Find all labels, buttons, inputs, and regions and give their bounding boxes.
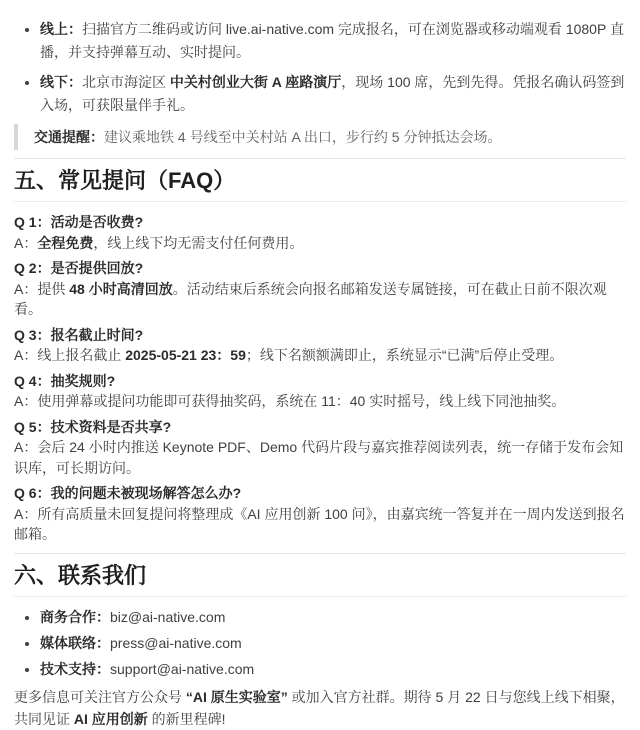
contact-email-media: press@ai-native.com [110,634,242,651]
faq-answer-4-pre: A：使用弹幕或提问功能即可获得抽奖码，系统在 11：40 实时摇号，线上线下同池抽奖。 [14,393,566,409]
faq-answer-2-post: 。活动结束后系统会向报名邮箱发送专属链接，可在截止日前不限次观看。 [14,280,607,317]
faq-section [14,212,626,545]
contact-label-business: 商务合作： [40,608,110,625]
traffic-notice-text: 建议乘地铁 4 号线至中关村站 A 出口，步行约 5 分钟抵达会场。 [104,129,502,145]
offline-label: 线下： [40,74,82,90]
traffic-notice-label: 交通提醒： [34,129,104,145]
traffic-notice-blockquote [14,124,626,150]
faq-answer-5-pre: A：会后 24 小时内推送 Keynote PDF、Demo 代码片段与嘉宾推荐阅读列表，统一存储于发布会知识库，可长期访问。 [14,439,624,476]
faq-question-1: Q 1：活动是否收费? [14,214,144,230]
contact-list [14,607,626,680]
faq-question-3: Q 3：报名截止时间? [14,326,144,343]
faq-item-5 [14,417,626,479]
faq-answer-1-bold: 全程免费 [37,234,94,251]
section-divider [14,158,626,159]
faq-item-3 [14,325,626,366]
closing-text-3: 的新里程碑! [147,710,226,727]
online-label: 线上： [40,21,82,37]
closing-paragraph [14,686,626,730]
list-item-online [40,18,626,64]
event-theme-name: AI 应用创新 [73,710,148,727]
contact-item-media [40,633,626,654]
closing-text-1: 更多信息可关注官方公众号 [14,688,186,705]
faq-answer-3-pre: A：线上报名截止 [14,347,126,363]
contact-item-support [40,659,626,680]
faq-question-6: Q 6：我的问题未被现场解答怎么办? [14,485,242,501]
online-text: 扫描官方二维码或访问 live.ai-native.com 完成报名，可在浏览器或移动端观看 1080P 直播，并支持弹幕互动、实时提问。 [40,21,624,60]
venue-name: 中关村创业大街 A 座路演厅 [169,74,342,90]
faq-question-2: Q 2：是否提供回放? [14,260,144,276]
faq-answer-1-pre: A： [14,234,38,251]
faq-item-1 [14,212,626,253]
faq-answer-3-bold: 2025-05-21 23：59 [125,347,246,363]
faq-answer-2-bold: 48 小时高清回放 [69,280,173,297]
contact-label-media: 媒体联络： [40,634,110,651]
faq-answer-2-pre: A：提供 [14,280,70,297]
faq-answer-1-post: ，线上线下均无需支付任何费用。 [93,234,304,251]
attendance-list [14,18,626,117]
contact-email-business: biz@ai-native.com [110,608,226,625]
faq-answer-3-post: ；线下名额额满即止，系统显示“已满”后停止受理。 [245,347,564,363]
contact-item-business [40,607,626,628]
closing-text-2: 或加入官方社群。期待 5 月 22 日与您线上线下相聚，共同见证 [14,688,625,727]
list-item-offline [40,71,626,117]
section-divider-2 [14,553,626,554]
offline-text-1: 北京市海淀区 [82,74,170,90]
contact-label-support: 技术支持： [40,660,110,677]
faq-section-heading: 五、常见提问（FAQ） [14,167,626,202]
faq-question-5: Q 5：技术资料是否共享? [14,418,172,435]
contact-email-support: support@ai-native.com [110,660,255,677]
faq-item-4 [14,371,626,412]
official-account-name: “AI 原生实验室” [185,688,288,705]
faq-answer-6-pre: A：所有高质量未回复提问将整理成《AI 应用创新 100 问》，由嘉宾统一答复并在一周内发送到报名邮箱。 [14,505,625,542]
contact-section-heading: 六、联系我们 [14,562,626,597]
faq-item-6 [14,483,626,545]
faq-question-4: Q 4：抽奖规则? [14,372,116,389]
faq-item-2 [14,258,626,320]
offline-text-2: ，现场 100 席，先到先得。凭报名确认码签到入场，可获限量伴手礼。 [40,74,625,113]
